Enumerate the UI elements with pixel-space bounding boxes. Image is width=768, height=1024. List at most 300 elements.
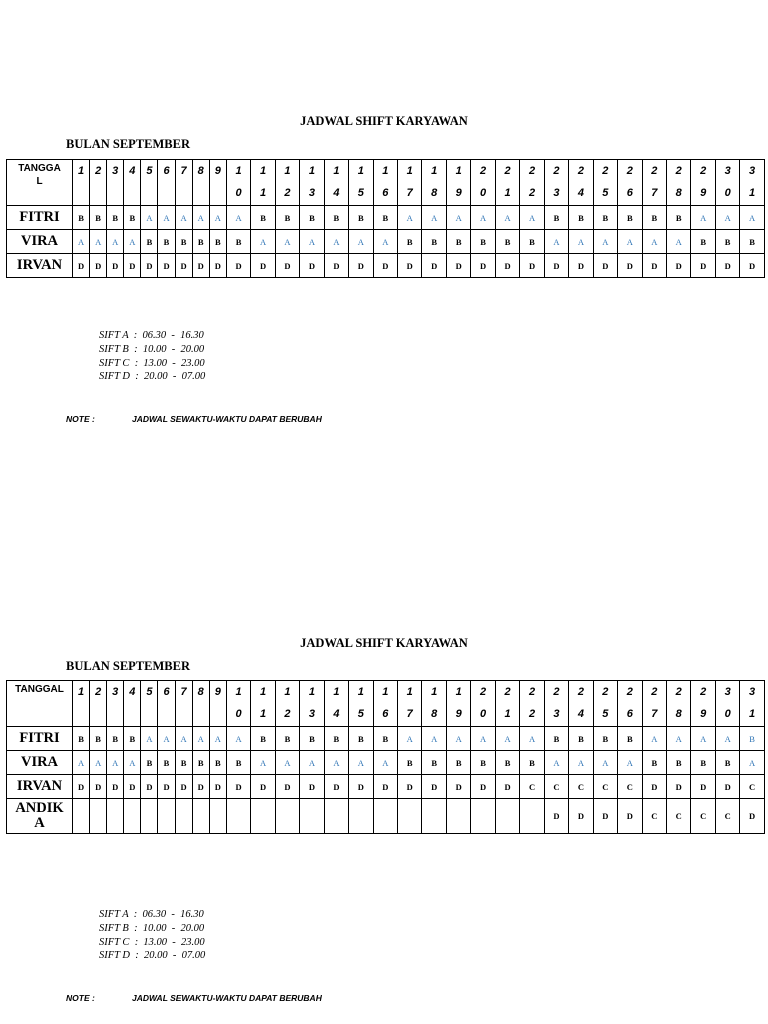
schedule-month: BULAN SEPTEMBER bbox=[66, 659, 190, 673]
shift-cell: A bbox=[175, 206, 192, 230]
shift-cell: A bbox=[107, 751, 124, 775]
shift-cell: A bbox=[569, 751, 593, 775]
shift-cell: D bbox=[569, 254, 593, 278]
day-header-digit1: 2 bbox=[618, 681, 642, 703]
shift-cell: D bbox=[275, 775, 299, 799]
date-header-label: TANGGA L bbox=[7, 160, 73, 206]
legend-line: SIFT C : 13.00 - 23.00 bbox=[99, 936, 205, 948]
employee-row bbox=[7, 751, 765, 775]
note bbox=[66, 993, 322, 1003]
day-header-digit2 bbox=[73, 182, 90, 206]
schedule-title: JADWAL SHIFT KARYAWAN bbox=[300, 114, 468, 128]
day-header-digit2: 5 bbox=[593, 703, 617, 727]
shift-cell: B bbox=[73, 206, 90, 230]
shift-cell: A bbox=[740, 751, 764, 775]
shift-cell: D bbox=[251, 254, 275, 278]
day-header-digit1: 1 bbox=[398, 160, 422, 182]
day-header-digit2: 0 bbox=[226, 703, 250, 727]
shift-cell: D bbox=[324, 775, 348, 799]
shift-cell: D bbox=[544, 254, 568, 278]
shift-cell: A bbox=[373, 230, 397, 254]
shift-cell: A bbox=[373, 751, 397, 775]
shift-cell: A bbox=[667, 230, 691, 254]
day-header-digit1: 1 bbox=[324, 160, 348, 182]
shift-cell: B bbox=[300, 206, 324, 230]
day-header-digit1: 2 bbox=[569, 160, 593, 182]
employee-row bbox=[7, 206, 765, 230]
day-header-digit2 bbox=[141, 703, 158, 727]
shift-cell: B bbox=[471, 230, 495, 254]
day-header-digit1: 1 bbox=[422, 681, 446, 703]
shift-cell: A bbox=[124, 230, 141, 254]
day-header-digit2: 3 bbox=[300, 703, 324, 727]
legend-line: SIFT B : 10.00 - 20.00 bbox=[99, 343, 205, 355]
shift-cell: D bbox=[209, 254, 226, 278]
shift-cell: A bbox=[544, 230, 568, 254]
shift-cell: B bbox=[398, 230, 422, 254]
day-header-digit1: 8 bbox=[192, 681, 209, 703]
shift-cell: B bbox=[618, 727, 642, 751]
shift-cell: A bbox=[471, 206, 495, 230]
shift-cell: B bbox=[373, 727, 397, 751]
shift-cell: D bbox=[618, 799, 642, 834]
shift-cell: A bbox=[209, 206, 226, 230]
shift-cell: D bbox=[373, 775, 397, 799]
day-header-digit2: 7 bbox=[398, 182, 422, 206]
note bbox=[66, 414, 322, 424]
shift-cell: D bbox=[471, 775, 495, 799]
day-header-digit2: 8 bbox=[422, 182, 446, 206]
shift-legend bbox=[99, 908, 205, 963]
shift-cell bbox=[226, 799, 250, 834]
shift-cell: B bbox=[667, 751, 691, 775]
shift-cell: B bbox=[691, 230, 715, 254]
shift-cell: C bbox=[593, 775, 617, 799]
shift-cell bbox=[471, 799, 495, 834]
shift-cell: D bbox=[192, 254, 209, 278]
shift-cell: A bbox=[618, 230, 642, 254]
shift-schedule-table bbox=[6, 159, 765, 278]
day-header-digit2: 0 bbox=[715, 182, 739, 206]
legend-line: SIFT A : 06.30 - 16.30 bbox=[99, 330, 204, 341]
shift-cell bbox=[251, 799, 275, 834]
day-header-digit2: 9 bbox=[691, 703, 715, 727]
shift-cell bbox=[73, 799, 90, 834]
day-header-digit1: 2 bbox=[520, 681, 544, 703]
day-header-digit1: 1 bbox=[349, 160, 373, 182]
day-header-digit1: 1 bbox=[422, 160, 446, 182]
day-header-digit2: 9 bbox=[446, 182, 470, 206]
day-header-digit2: 2 bbox=[275, 703, 299, 727]
day-header-digit2: 6 bbox=[373, 703, 397, 727]
employee-row bbox=[7, 775, 765, 799]
shift-cell: B bbox=[324, 727, 348, 751]
shift-cell: B bbox=[251, 727, 275, 751]
shift-cell: D bbox=[373, 254, 397, 278]
employee-name: IRVAN bbox=[7, 254, 73, 278]
day-header-digit2 bbox=[124, 703, 141, 727]
shift-cell: D bbox=[300, 775, 324, 799]
shift-cell: A bbox=[192, 206, 209, 230]
shift-cell: D bbox=[422, 254, 446, 278]
shift-cell: D bbox=[158, 254, 175, 278]
shift-cell: A bbox=[398, 727, 422, 751]
day-header-digit1: 3 bbox=[715, 681, 739, 703]
day-header-digit1: 5 bbox=[141, 160, 158, 182]
employee-name: ANDIK A bbox=[7, 799, 73, 834]
day-header-digit1: 9 bbox=[209, 681, 226, 703]
shift-cell: A bbox=[158, 206, 175, 230]
shift-cell: A bbox=[175, 727, 192, 751]
shift-cell: B bbox=[715, 751, 739, 775]
shift-cell: D bbox=[349, 254, 373, 278]
shift-cell: D bbox=[90, 775, 107, 799]
day-header-digit1: 9 bbox=[209, 160, 226, 182]
shift-cell: B bbox=[618, 206, 642, 230]
day-header-digit2 bbox=[192, 703, 209, 727]
day-header-digit2: 6 bbox=[618, 182, 642, 206]
day-header-digit1: 2 bbox=[495, 681, 519, 703]
day-header-digit1: 1 bbox=[226, 160, 250, 182]
shift-cell: D bbox=[715, 775, 739, 799]
shift-cell: B bbox=[275, 206, 299, 230]
shift-cell: A bbox=[740, 206, 764, 230]
shift-cell: D bbox=[642, 254, 666, 278]
shift-cell: D bbox=[618, 254, 642, 278]
day-header-digit1: 2 bbox=[471, 160, 495, 182]
day-header-digit1: 3 bbox=[715, 160, 739, 182]
shift-cell: B bbox=[158, 751, 175, 775]
shift-cell: B bbox=[209, 751, 226, 775]
shift-cell: C bbox=[569, 775, 593, 799]
day-header-digit1: 2 bbox=[471, 681, 495, 703]
shift-cell: A bbox=[520, 727, 544, 751]
shift-cell: B bbox=[300, 727, 324, 751]
day-header-digit2: 1 bbox=[495, 703, 519, 727]
shift-cell: C bbox=[740, 775, 764, 799]
shift-cell: A bbox=[446, 727, 470, 751]
shift-cell: D bbox=[740, 254, 764, 278]
day-header-digit2: 7 bbox=[642, 703, 666, 727]
shift-cell: D bbox=[398, 254, 422, 278]
day-header-digit2: 5 bbox=[349, 182, 373, 206]
shift-legend bbox=[99, 329, 205, 384]
shift-cell: B bbox=[691, 751, 715, 775]
day-header-digit1: 2 bbox=[642, 160, 666, 182]
shift-cell: B bbox=[324, 206, 348, 230]
shift-cell bbox=[141, 799, 158, 834]
day-header-digit1: 2 bbox=[618, 160, 642, 182]
shift-cell: A bbox=[141, 727, 158, 751]
day-header-digit1: 1 bbox=[251, 681, 275, 703]
shift-cell: C bbox=[667, 799, 691, 834]
shift-cell: A bbox=[593, 230, 617, 254]
day-header-digit2 bbox=[90, 703, 107, 727]
shift-cell: B bbox=[544, 727, 568, 751]
shift-cell: B bbox=[192, 230, 209, 254]
shift-cell: A bbox=[691, 206, 715, 230]
schedule-title: JADWAL SHIFT KARYAWAN bbox=[300, 636, 468, 650]
shift-cell bbox=[158, 799, 175, 834]
legend-line: SIFT C : 13.00 - 23.00 bbox=[99, 357, 205, 369]
shift-cell: A bbox=[642, 230, 666, 254]
day-header-digit1: 1 bbox=[300, 681, 324, 703]
legend-line: SIFT B : 10.00 - 20.00 bbox=[99, 922, 205, 934]
day-header-digit2: 5 bbox=[349, 703, 373, 727]
day-header-digit1: 1 bbox=[73, 681, 90, 703]
day-header-digit2 bbox=[209, 182, 226, 206]
shift-cell bbox=[349, 799, 373, 834]
shift-cell: B bbox=[209, 230, 226, 254]
day-header-digit1: 2 bbox=[90, 681, 107, 703]
day-header-digit2 bbox=[158, 182, 175, 206]
shift-cell bbox=[300, 799, 324, 834]
day-header-digit1: 2 bbox=[667, 681, 691, 703]
shift-cell: D bbox=[175, 775, 192, 799]
day-header-digit2: 8 bbox=[422, 703, 446, 727]
shift-cell: D bbox=[275, 254, 299, 278]
shift-cell: D bbox=[446, 254, 470, 278]
day-header-digit2: 6 bbox=[373, 182, 397, 206]
shift-cell: D bbox=[192, 775, 209, 799]
day-header-digit2: 1 bbox=[251, 703, 275, 727]
shift-cell: A bbox=[226, 727, 250, 751]
day-header-digit1: 2 bbox=[593, 160, 617, 182]
day-header-digit2: 3 bbox=[544, 703, 568, 727]
shift-cell: A bbox=[349, 230, 373, 254]
note-label: NOTE : bbox=[66, 993, 95, 1003]
shift-cell: B bbox=[275, 727, 299, 751]
shift-cell: B bbox=[175, 230, 192, 254]
shift-cell: A bbox=[691, 727, 715, 751]
shift-cell: B bbox=[495, 230, 519, 254]
date-header-label: TANGGAL bbox=[7, 681, 73, 727]
employee-row bbox=[7, 799, 765, 834]
shift-cell: D bbox=[495, 254, 519, 278]
shift-cell: A bbox=[73, 751, 90, 775]
shift-cell: C bbox=[544, 775, 568, 799]
shift-cell: D bbox=[158, 775, 175, 799]
shift-cell: D bbox=[593, 799, 617, 834]
shift-cell: B bbox=[90, 206, 107, 230]
day-header-digit1: 3 bbox=[107, 681, 124, 703]
employee-row bbox=[7, 727, 765, 751]
shift-cell: B bbox=[446, 230, 470, 254]
day-header-digit2 bbox=[209, 703, 226, 727]
shift-cell: D bbox=[667, 254, 691, 278]
legend-line: SIFT D : 20.00 - 07.00 bbox=[99, 950, 206, 962]
day-header-digit2 bbox=[90, 182, 107, 206]
day-header-digit1: 2 bbox=[544, 160, 568, 182]
shift-cell: A bbox=[73, 230, 90, 254]
day-header-digit1: 1 bbox=[251, 160, 275, 182]
day-header-digit1: 3 bbox=[107, 160, 124, 182]
shift-cell: B bbox=[226, 230, 250, 254]
day-header-digit1: 1 bbox=[275, 681, 299, 703]
shift-cell: B bbox=[124, 206, 141, 230]
shift-cell: D bbox=[141, 254, 158, 278]
day-header-digit1: 1 bbox=[373, 681, 397, 703]
shift-cell: B bbox=[642, 751, 666, 775]
legend-line: SIFT D : 20.00 - 07.00 bbox=[99, 371, 206, 383]
shift-cell: D bbox=[226, 254, 250, 278]
day-header-digit1: 1 bbox=[446, 681, 470, 703]
shift-cell: B bbox=[158, 230, 175, 254]
shift-cell bbox=[373, 799, 397, 834]
shift-cell: B bbox=[520, 751, 544, 775]
shift-cell: A bbox=[275, 751, 299, 775]
shift-cell: A bbox=[446, 206, 470, 230]
day-header-digit1: 6 bbox=[158, 160, 175, 182]
day-header-digit2: 6 bbox=[618, 703, 642, 727]
day-header-digit1: 1 bbox=[349, 681, 373, 703]
shift-cell: D bbox=[593, 254, 617, 278]
day-header-digit2: 2 bbox=[275, 182, 299, 206]
day-header-digit1: 6 bbox=[158, 681, 175, 703]
day-header-digit2: 4 bbox=[324, 182, 348, 206]
shift-cell: A bbox=[618, 751, 642, 775]
day-header-digit2: 1 bbox=[740, 703, 764, 727]
day-header-digit2 bbox=[141, 182, 158, 206]
shift-cell: A bbox=[593, 751, 617, 775]
shift-cell: A bbox=[544, 751, 568, 775]
day-header-digit1: 2 bbox=[520, 160, 544, 182]
shift-cell: A bbox=[226, 206, 250, 230]
shift-cell: B bbox=[593, 206, 617, 230]
shift-cell: D bbox=[175, 254, 192, 278]
day-header-digit1: 5 bbox=[141, 681, 158, 703]
shift-cell: A bbox=[422, 727, 446, 751]
day-header-digit1: 4 bbox=[124, 681, 141, 703]
day-header-digit1: 4 bbox=[124, 160, 141, 182]
day-header-digit2: 9 bbox=[446, 703, 470, 727]
shift-cell: D bbox=[226, 775, 250, 799]
shift-cell: B bbox=[569, 727, 593, 751]
schedule-month: BULAN SEPTEMBER bbox=[66, 137, 190, 151]
shift-cell: D bbox=[569, 799, 593, 834]
employee-row bbox=[7, 230, 765, 254]
day-header-digit2: 4 bbox=[569, 703, 593, 727]
shift-cell: B bbox=[740, 727, 764, 751]
day-header-digit2: 1 bbox=[740, 182, 764, 206]
day-header-digit1: 2 bbox=[544, 681, 568, 703]
legend-line: SIFT A : 06.30 - 16.30 bbox=[99, 909, 204, 920]
shift-cell bbox=[495, 799, 519, 834]
shift-cell: A bbox=[495, 727, 519, 751]
shift-cell: B bbox=[175, 751, 192, 775]
day-header-digit2 bbox=[158, 703, 175, 727]
shift-cell: D bbox=[73, 775, 90, 799]
note-text: JADWAL SEWAKTU-WAKTU DAPAT BERUBAH bbox=[132, 993, 322, 1003]
shift-cell: D bbox=[691, 254, 715, 278]
employee-name: FITRI bbox=[7, 206, 73, 230]
shift-cell: C bbox=[691, 799, 715, 834]
shift-cell: B bbox=[569, 206, 593, 230]
shift-cell: B bbox=[544, 206, 568, 230]
shift-cell: B bbox=[90, 727, 107, 751]
shift-cell: A bbox=[141, 206, 158, 230]
shift-cell: D bbox=[471, 254, 495, 278]
shift-cell bbox=[422, 799, 446, 834]
shift-schedule-table bbox=[6, 680, 765, 834]
shift-cell: B bbox=[373, 206, 397, 230]
shift-cell: D bbox=[446, 775, 470, 799]
shift-cell: A bbox=[107, 230, 124, 254]
day-header-digit1: 1 bbox=[373, 160, 397, 182]
shift-cell: D bbox=[90, 254, 107, 278]
note-text: JADWAL SEWAKTU-WAKTU DAPAT BERUBAH bbox=[132, 414, 322, 424]
shift-cell bbox=[209, 799, 226, 834]
shift-cell: D bbox=[398, 775, 422, 799]
shift-cell: B bbox=[422, 230, 446, 254]
day-header-digit1: 1 bbox=[398, 681, 422, 703]
shift-cell: A bbox=[642, 727, 666, 751]
shift-cell: A bbox=[209, 727, 226, 751]
shift-cell bbox=[275, 799, 299, 834]
shift-cell: D bbox=[141, 775, 158, 799]
shift-cell: D bbox=[300, 254, 324, 278]
day-header-digit2: 9 bbox=[691, 182, 715, 206]
shift-cell: A bbox=[90, 230, 107, 254]
shift-cell: B bbox=[141, 751, 158, 775]
employee-name: FITRI bbox=[7, 727, 73, 751]
day-header-digit2: 0 bbox=[471, 703, 495, 727]
shift-cell: B bbox=[593, 727, 617, 751]
day-header-digit2: 3 bbox=[300, 182, 324, 206]
shift-cell: D bbox=[107, 254, 124, 278]
day-header-digit2: 2 bbox=[520, 703, 544, 727]
shift-cell: C bbox=[642, 799, 666, 834]
day-header-digit2 bbox=[107, 182, 124, 206]
day-header-digit1: 8 bbox=[192, 160, 209, 182]
shift-cell bbox=[107, 799, 124, 834]
shift-cell: C bbox=[520, 775, 544, 799]
day-header-digit1: 2 bbox=[593, 681, 617, 703]
day-header-digit2: 4 bbox=[324, 703, 348, 727]
day-header-digit1: 1 bbox=[300, 160, 324, 182]
shift-cell: B bbox=[471, 751, 495, 775]
day-header-digit1: 2 bbox=[667, 160, 691, 182]
day-header-digit1: 7 bbox=[175, 681, 192, 703]
shift-cell: B bbox=[446, 751, 470, 775]
shift-cell bbox=[124, 799, 141, 834]
shift-cell: A bbox=[715, 206, 739, 230]
day-header-digit2: 5 bbox=[593, 182, 617, 206]
shift-cell: D bbox=[73, 254, 90, 278]
day-header-digit1: 2 bbox=[642, 681, 666, 703]
shift-cell: D bbox=[107, 775, 124, 799]
shift-cell: B bbox=[422, 751, 446, 775]
employee-name: VIRA bbox=[7, 751, 73, 775]
shift-cell: A bbox=[324, 230, 348, 254]
day-header-digit1: 1 bbox=[446, 160, 470, 182]
shift-cell: D bbox=[691, 775, 715, 799]
shift-cell: A bbox=[422, 206, 446, 230]
shift-cell: A bbox=[520, 206, 544, 230]
shift-cell bbox=[192, 799, 209, 834]
shift-cell bbox=[324, 799, 348, 834]
shift-cell: A bbox=[667, 727, 691, 751]
shift-cell: A bbox=[300, 751, 324, 775]
day-header-digit1: 2 bbox=[90, 160, 107, 182]
day-header-digit2 bbox=[124, 182, 141, 206]
shift-cell: A bbox=[124, 751, 141, 775]
shift-cell bbox=[398, 799, 422, 834]
employee-row bbox=[7, 254, 765, 278]
day-header-digit1: 1 bbox=[324, 681, 348, 703]
shift-cell: B bbox=[667, 206, 691, 230]
shift-cell: A bbox=[192, 727, 209, 751]
